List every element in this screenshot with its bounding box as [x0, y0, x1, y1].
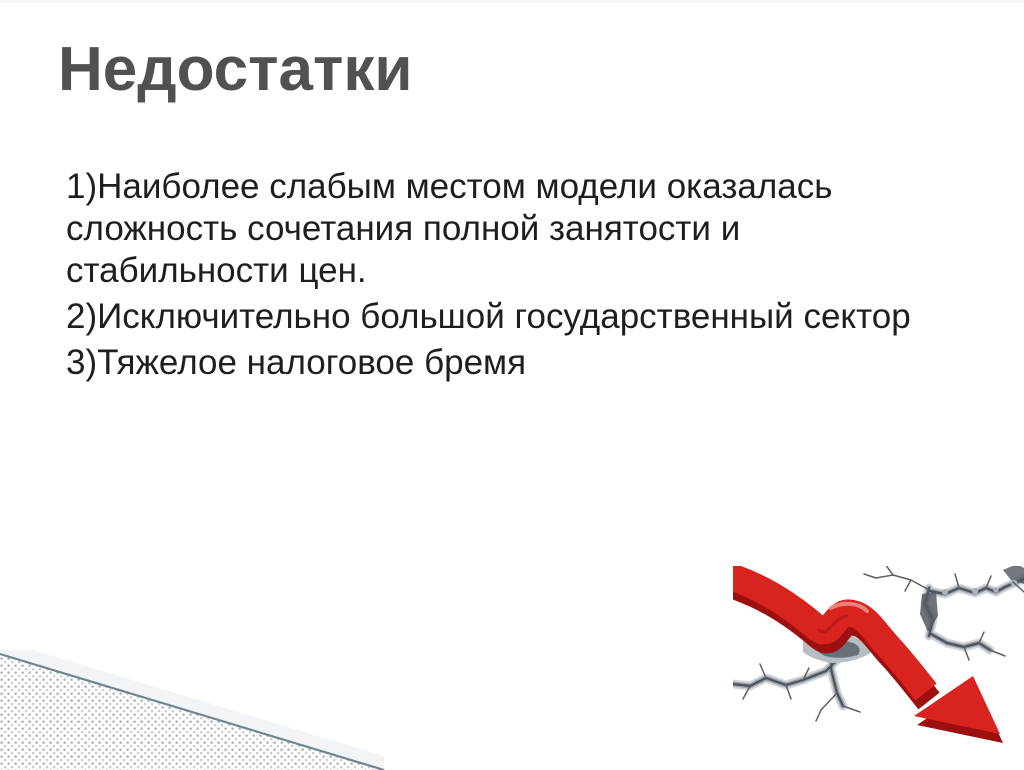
- bullet-list: [66, 166, 914, 388]
- list-item-2: 2)Исключительно большой государственный сектор: [66, 297, 911, 336]
- red-arrow-graphic: [733, 574, 1003, 743]
- falling-arrow-image: [733, 566, 1024, 770]
- slide-title: Недостатки: [58, 35, 413, 104]
- list-item-3: 3)Тяжелое налоговое бремя: [66, 343, 527, 382]
- corner-texture-image: [0, 650, 386, 770]
- list-item-1: 1)Наиболее слабым местом модели оказалась сложность сочетания полной занятости и стабильности цен.: [66, 167, 833, 290]
